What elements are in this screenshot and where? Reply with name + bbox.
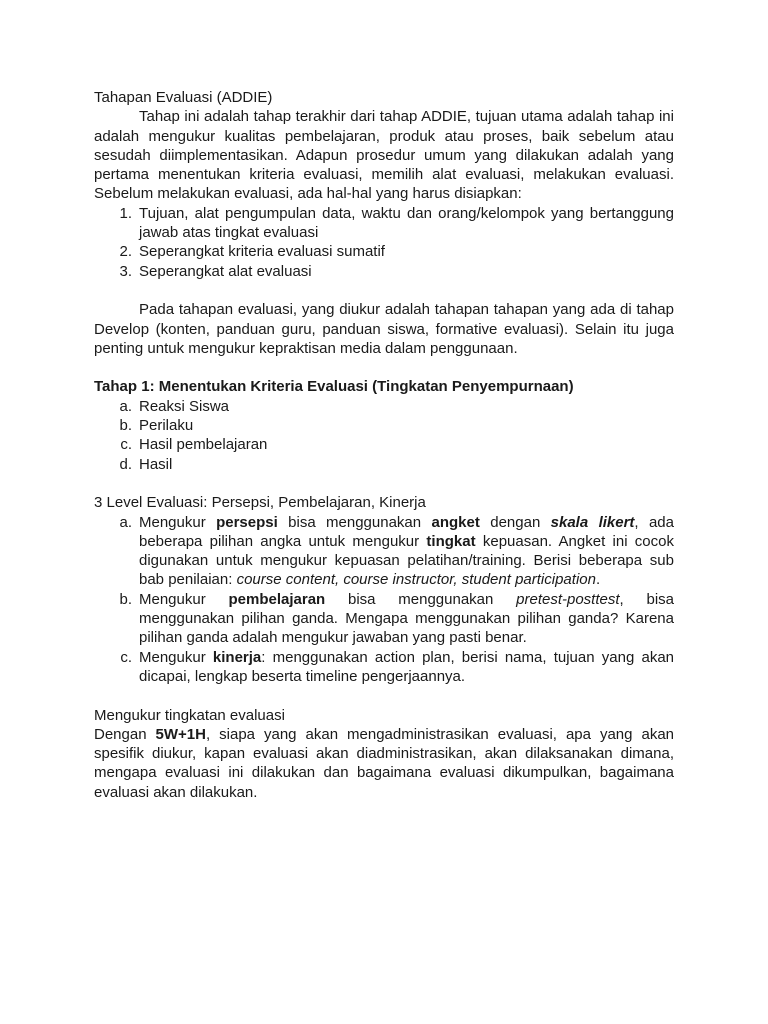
list-marker: c. [120,648,132,666]
list-marker: a. [119,397,132,415]
list-item [94,262,674,281]
text-run: Mengukur [139,590,229,608]
measure-paragraph [94,725,674,802]
intro-lead: Sebelum melakukan evaluasi, ada hal-hal yang harus disiapkan: [94,185,522,203]
intro-paragraph [94,107,674,203]
preparation-list [94,204,674,281]
list-marker: 1. [119,204,132,222]
list-marker: a. [119,513,132,531]
list-marker: b. [119,417,132,435]
text-run: . [595,571,601,589]
measure-heading: Mengukur tingkatan evaluasi [94,706,285,724]
list-item-text: Seperangkat alat evaluasi [139,262,312,280]
list-item [94,397,674,416]
stage1-list [94,397,674,474]
bold-term: kinerja [212,648,262,666]
list-item-text: Hasil pembelajaran [139,436,268,454]
intro-text: Tahap ini adalah tahap terakhir dari tahap ADDIE, tujuan utama adalah tahap ini adalah mengukur kualitas pembelajaran, produk atau proses, baik sebelum atau sesudah diimplementasikan. Adapun prosedur umum yang dilakukan adalah yang pertama menentukan kriteria evaluasi, memilih alat evaluasi, melakukan evaluasi. [94,108,674,184]
list-item-text: Reaksi Siswa [139,397,230,415]
bold-term: angket [431,513,480,531]
list-marker: 2. [119,243,132,261]
text-run: dengan [479,513,551,531]
text-run: Dengan [94,725,156,743]
text-run: , bisa menggunakan pilihan ganda. Mengapa menggunakan pilihan ganda? Karena pilihan ganda adalah mengukur jawaban yang pasti benar. [139,590,674,647]
list-item-pembelajaran [94,590,674,648]
bold-term: 5W+1H [155,725,206,743]
list-item [94,455,674,474]
levels-list [94,513,674,687]
spacer [94,686,674,705]
list-item [94,435,674,454]
spacer [94,474,674,493]
text-run: , ada beberapa pilihan angka untuk mengukur [139,513,674,550]
bold-italic-term: skala likert [550,513,635,531]
list-item-text: Perilaku [139,417,194,435]
text-run: bisa menggunakan [325,590,517,608]
levels-heading: 3 Level Evaluasi: Persepsi, Pembelajaran, Kinerja [94,494,426,512]
stage1-heading-text: Tahap 1: Menentukan Kriteria Evaluasi (Tingkatan Penyempurnaan) [94,378,574,396]
text-run: Mengukur [139,513,217,531]
list-item [94,242,674,261]
italic-term: course content, course instructor, student participation [236,571,596,589]
text-run: bisa menggunakan [277,513,432,531]
text-run: Mengukur [139,648,213,666]
develop-paragraph: Pada tahapan evaluasi, yang diukur adalah tahapan tahapan yang ada di tahap Develop (konten, panduan guru, panduan siswa, formative evaluasi). Selain itu juga penting untuk mengukur kepraktisan media dalam penggunaan. [94,301,674,357]
list-marker: b. [119,590,132,608]
list-item-text: Hasil [139,455,173,473]
text-run: : menggunakan action plan, berisi nama, tujuan yang akan dicapai, lengkap beserta timeline pengerjaannya. [139,648,674,685]
list-marker: 3. [119,262,132,280]
list-item-text: Seperangkat kriteria evaluasi sumatif [139,243,385,261]
document-title: Tahapan Evaluasi (ADDIE) [94,89,273,106]
text-run: , siapa yang akan mengadministrasikan evaluasi, apa yang akan spesifik diukur, kapan evaluasi akan diadministrasikan, akan dilaksanakan dimana, mengapa evaluasi ini dilakukan dan bagaimana evaluasi dikumpulkan, bagaimana evaluasi akan dilakukan. [94,725,675,801]
list-item [94,204,674,243]
stage1-heading [94,377,674,396]
list-item-kinerja [94,648,674,687]
spacer [94,281,674,300]
list-item-text: Tujuan, alat pengumpulan data, waktu dan orang/kelompok yang bertanggung jawab atas tingkat evaluasi [139,204,674,242]
list-item-persepsi [94,513,674,590]
list-marker: d. [119,455,132,473]
list-marker: c. [120,436,132,454]
text-run: kepuasan. Angket ini cocok digunakan untuk mengukur kepuasan pelatihan/training. Berisi beberapa sub bab penilaian: [139,532,674,589]
bold-term: pembelajaran [228,590,326,608]
bold-term: persepsi [216,513,278,531]
italic-term: pretest-posttest [516,590,620,608]
bold-term: tingkat [426,532,476,550]
spacer [94,358,674,377]
list-item [94,416,674,435]
